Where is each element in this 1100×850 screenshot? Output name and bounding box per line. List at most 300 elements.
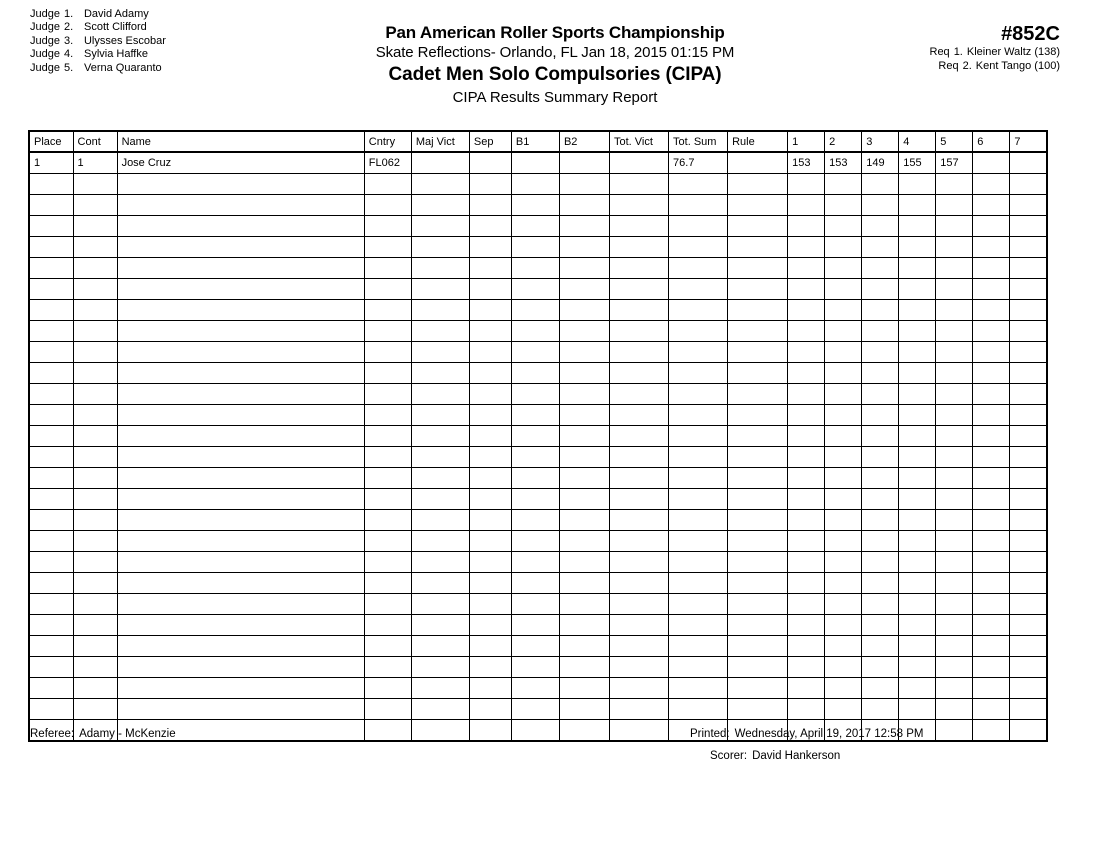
cell-cont: [73, 678, 117, 699]
cell-sep: [469, 510, 511, 531]
cell-judge-3-score: [862, 342, 899, 363]
cell-judge-1-score: 153: [788, 152, 825, 174]
cell-tot-sum: [669, 279, 728, 300]
venue-datetime-line: Skate Reflections- Orlando, FL Jan 18, 2015 01:15 PM: [375, 44, 735, 61]
cell-tot-sum: [669, 678, 728, 699]
cell-tot-sum: [669, 384, 728, 405]
cell-judge-6-score: [973, 699, 1010, 720]
cell-b1: [511, 426, 559, 447]
cell-b2: [559, 468, 609, 489]
cell-judge-7-score: [1010, 300, 1047, 321]
cell-maj-vict: [411, 720, 469, 742]
cell-judge-7-score: [1010, 720, 1047, 742]
cell-rule: [728, 615, 788, 636]
cell-place: [29, 405, 73, 426]
cell-b1: [511, 594, 559, 615]
judge-list-item: [30, 62, 166, 75]
cell-b2: [559, 258, 609, 279]
cell-judge-6-score: [973, 468, 1010, 489]
table-row: [29, 216, 1047, 237]
cell-place: [29, 699, 73, 720]
cell-judge-1-score: [788, 405, 825, 426]
cell-cntry: [364, 594, 411, 615]
cell-place: [29, 342, 73, 363]
cell-sep: [469, 447, 511, 468]
cell-cont: [73, 258, 117, 279]
cell-sep: [469, 468, 511, 489]
table-row: [29, 615, 1047, 636]
cell-name: [117, 342, 364, 363]
cell-judge-1-score: [788, 342, 825, 363]
cell-name: [117, 237, 364, 258]
cell-cntry: [364, 216, 411, 237]
scorer-label: Scorer:: [710, 750, 748, 762]
column-header-b1: B1: [511, 131, 559, 152]
cell-judge-1-score: [788, 426, 825, 447]
cell-judge-7-score: [1010, 237, 1047, 258]
cell-judge-3-score: [862, 405, 899, 426]
cell-sep: [469, 720, 511, 742]
referee-label: Referee:: [30, 728, 75, 740]
cell-rule: [728, 342, 788, 363]
cell-judge-4-score: [899, 468, 936, 489]
cell-rule: [728, 152, 788, 174]
table-row: [29, 321, 1047, 342]
cell-judge-4-score: [899, 342, 936, 363]
cell-rule: [728, 636, 788, 657]
cell-name: [117, 216, 364, 237]
cell-sep: [469, 489, 511, 510]
cell-judge-3-score: [862, 258, 899, 279]
cell-judge-2-score: [825, 678, 862, 699]
column-header-maj-vict: Maj Vict: [411, 131, 469, 152]
printed-label: Printed:: [690, 728, 730, 740]
cell-rule: [728, 258, 788, 279]
column-header-judge-4: 4: [899, 131, 936, 152]
cell-judge-2-score: [825, 573, 862, 594]
cell-sep: [469, 195, 511, 216]
cell-judge-5-score: [936, 216, 973, 237]
cell-cont: [73, 594, 117, 615]
table-row: [29, 573, 1047, 594]
cell-judge-2-score: [825, 636, 862, 657]
cell-b1: [511, 657, 559, 678]
cell-place: [29, 615, 73, 636]
cell-name: [117, 510, 364, 531]
cell-cntry: [364, 237, 411, 258]
cell-maj-vict: [411, 657, 469, 678]
cell-sep: [469, 174, 511, 195]
cell-judge-3-score: [862, 678, 899, 699]
cell-judge-4-score: [899, 426, 936, 447]
cell-judge-3-score: [862, 657, 899, 678]
cell-judge-1-score: [788, 237, 825, 258]
judge-number: 4.: [63, 48, 74, 61]
cell-place: [29, 237, 73, 258]
judge-number: 5.: [63, 61, 74, 74]
judge-list-item: [30, 8, 166, 21]
cell-maj-vict: [411, 321, 469, 342]
cell-rule: [728, 552, 788, 573]
requirement-label: Req: [929, 46, 950, 58]
cell-b1: [511, 510, 559, 531]
cell-judge-1-score: [788, 594, 825, 615]
cell-judge-4-score: [899, 657, 936, 678]
cell-judge-4-score: [899, 510, 936, 531]
column-header-judge-6: 6: [973, 131, 1010, 152]
cell-judge-7-score: [1010, 258, 1047, 279]
cell-name: [117, 426, 364, 447]
cell-name: [117, 678, 364, 699]
cell-b2: [559, 678, 609, 699]
cell-judge-3-score: [862, 216, 899, 237]
cell-b1: [511, 699, 559, 720]
cell-name: [117, 594, 364, 615]
column-header-sep: Sep: [469, 131, 511, 152]
cell-b2: [559, 152, 609, 174]
cell-rule: [728, 279, 788, 300]
cell-judge-6-score: [973, 279, 1010, 300]
cell-maj-vict: [411, 363, 469, 384]
cell-b2: [559, 531, 609, 552]
cell-cont: [73, 405, 117, 426]
cell-tot-sum: [669, 594, 728, 615]
cell-rule: [728, 405, 788, 426]
cell-b2: [559, 237, 609, 258]
cell-maj-vict: [411, 279, 469, 300]
cell-judge-1-score: [788, 300, 825, 321]
cell-cont: 1: [73, 152, 117, 174]
cell-tot-sum: [669, 300, 728, 321]
cell-judge-6-score: [973, 321, 1010, 342]
cell-maj-vict: [411, 258, 469, 279]
cell-judge-1-score: [788, 615, 825, 636]
table-row: [29, 699, 1047, 720]
cell-cont: [73, 300, 117, 321]
cell-sep: [469, 699, 511, 720]
column-header-judge-5: 5: [936, 131, 973, 152]
cell-sep: [469, 342, 511, 363]
category-title: Cadet Men Solo Compulsories (CIPA): [388, 64, 722, 85]
cell-judge-3-score: [862, 552, 899, 573]
cell-judge-7-score: [1010, 384, 1047, 405]
cell-sep: [469, 384, 511, 405]
cell-judge-2-score: [825, 405, 862, 426]
cell-cntry: [364, 510, 411, 531]
cell-judge-3-score: [862, 363, 899, 384]
column-header-name: Name: [117, 131, 364, 152]
cell-tot-vict: [610, 363, 669, 384]
cell-rule: [728, 174, 788, 195]
cell-name: [117, 447, 364, 468]
table-row: [29, 237, 1047, 258]
cell-b1: [511, 615, 559, 636]
cell-judge-2-score: [825, 657, 862, 678]
cell-judge-1-score: [788, 258, 825, 279]
cell-name: Jose Cruz: [117, 152, 364, 174]
cell-name: [117, 531, 364, 552]
cell-b1: [511, 300, 559, 321]
cell-tot-sum: 76.7: [669, 152, 728, 174]
cell-judge-2-score: [825, 300, 862, 321]
cell-tot-sum: [669, 531, 728, 552]
cell-b2: [559, 636, 609, 657]
cell-sep: [469, 300, 511, 321]
event-title: Pan American Roller Sports Championship: [385, 23, 725, 42]
cell-judge-6-score: [973, 342, 1010, 363]
cell-cont: [73, 237, 117, 258]
cell-judge-6-score: [973, 573, 1010, 594]
cell-tot-sum: [669, 552, 728, 573]
cell-judge-5-score: [936, 636, 973, 657]
cell-judge-4-score: [899, 573, 936, 594]
cell-judge-3-score: [862, 384, 899, 405]
judge-list-item: [30, 48, 166, 61]
cell-name: [117, 384, 364, 405]
cell-judge-3-score: [862, 699, 899, 720]
cell-judge-2-score: [825, 699, 862, 720]
cell-tot-sum: [669, 363, 728, 384]
cell-cont: [73, 447, 117, 468]
cell-tot-sum: [669, 321, 728, 342]
cell-maj-vict: [411, 426, 469, 447]
cell-cntry: [364, 258, 411, 279]
cell-name: [117, 195, 364, 216]
cell-tot-vict: [610, 237, 669, 258]
requirement-name: Kleiner Waltz (138): [966, 46, 1060, 58]
cell-maj-vict: [411, 216, 469, 237]
cell-cont: [73, 489, 117, 510]
cell-judge-2-score: [825, 531, 862, 552]
column-header-tot-vict: Tot. Vict: [610, 131, 669, 152]
cell-judge-2-score: [825, 321, 862, 342]
cell-judge-3-score: [862, 510, 899, 531]
judge-label: Judge: [30, 21, 60, 34]
cell-b2: [559, 720, 609, 742]
cell-judge-2-score: [825, 552, 862, 573]
cell-rule: [728, 510, 788, 531]
cell-tot-sum: [669, 657, 728, 678]
table-row: [29, 447, 1047, 468]
cell-judge-3-score: [862, 531, 899, 552]
cell-judge-6-score: [973, 237, 1010, 258]
cell-name: [117, 363, 364, 384]
cell-b1: [511, 405, 559, 426]
cell-tot-vict: [610, 489, 669, 510]
cell-b2: [559, 300, 609, 321]
cell-tot-vict: [610, 468, 669, 489]
cell-cntry: [364, 636, 411, 657]
cell-tot-vict: [610, 447, 669, 468]
cell-judge-6-score: [973, 258, 1010, 279]
cell-sep: [469, 237, 511, 258]
table-row: [29, 405, 1047, 426]
cell-judge-3-score: [862, 594, 899, 615]
column-header-judge-2: 2: [825, 131, 862, 152]
cell-cntry: [364, 678, 411, 699]
cell-tot-sum: [669, 195, 728, 216]
table-row: [29, 300, 1047, 321]
cell-b2: [559, 216, 609, 237]
cell-maj-vict: [411, 552, 469, 573]
cell-judge-4-score: [899, 237, 936, 258]
cell-judge-7-score: [1010, 279, 1047, 300]
cell-tot-vict: [610, 426, 669, 447]
cell-cont: [73, 615, 117, 636]
cell-judge-2-score: [825, 384, 862, 405]
cell-cntry: [364, 573, 411, 594]
column-header-judge-7: 7: [1010, 131, 1047, 152]
cell-judge-3-score: 149: [862, 152, 899, 174]
cell-judge-4-score: [899, 615, 936, 636]
judge-list-item: [30, 21, 166, 34]
cell-judge-4-score: [899, 552, 936, 573]
cell-judge-4-score: [899, 384, 936, 405]
requirement-name: Kent Tango (100): [975, 59, 1060, 72]
cell-maj-vict: [411, 678, 469, 699]
cell-maj-vict: [411, 510, 469, 531]
cell-judge-7-score: [1010, 426, 1047, 447]
cell-name: [117, 699, 364, 720]
cell-place: [29, 531, 73, 552]
cell-judge-5-score: [936, 426, 973, 447]
results-table: [28, 130, 1048, 742]
cell-judge-5-score: [936, 321, 973, 342]
cell-judge-5-score: [936, 174, 973, 195]
table-row: [29, 363, 1047, 384]
event-number: #852C: [1001, 23, 1060, 45]
cell-tot-sum: [669, 174, 728, 195]
cell-judge-2-score: [825, 510, 862, 531]
cell-tot-sum: [669, 426, 728, 447]
cell-rule: [728, 447, 788, 468]
table-row: [29, 594, 1047, 615]
cell-judge-5-score: [936, 300, 973, 321]
column-header-place: Place: [29, 131, 73, 152]
cell-judge-7-score: [1010, 447, 1047, 468]
cell-judge-3-score: [862, 195, 899, 216]
cell-judge-6-score: [973, 216, 1010, 237]
cell-judge-6-score: [973, 510, 1010, 531]
cell-sep: [469, 657, 511, 678]
table-row: [29, 678, 1047, 699]
cell-maj-vict: [411, 237, 469, 258]
report-subtitle: CIPA Results Summary Report: [452, 89, 658, 106]
cell-judge-2-score: [825, 447, 862, 468]
cell-judge-3-score: [862, 174, 899, 195]
cell-tot-vict: [610, 152, 669, 174]
cell-tot-vict: [610, 279, 669, 300]
table-row: [29, 489, 1047, 510]
cell-b1: [511, 363, 559, 384]
printed-timestamp: Wednesday, April 19, 2017 12:58 PM: [734, 728, 924, 740]
cell-tot-vict: [610, 720, 669, 742]
cell-rule: [728, 531, 788, 552]
cell-tot-vict: [610, 216, 669, 237]
cell-cntry: FL062: [364, 152, 411, 174]
judge-number: 3.: [63, 34, 74, 47]
cell-judge-7-score: [1010, 594, 1047, 615]
cell-judge-5-score: [936, 468, 973, 489]
cell-judge-4-score: [899, 174, 936, 195]
cell-place: [29, 489, 73, 510]
cell-judge-6-score: [973, 363, 1010, 384]
cell-tot-vict: [610, 384, 669, 405]
cell-judge-2-score: [825, 174, 862, 195]
cell-cont: [73, 636, 117, 657]
cell-b2: [559, 510, 609, 531]
cell-b2: [559, 321, 609, 342]
cell-judge-7-score: [1010, 468, 1047, 489]
cell-judge-5-score: [936, 258, 973, 279]
cell-maj-vict: [411, 447, 469, 468]
cell-cntry: [364, 363, 411, 384]
cell-name: [117, 489, 364, 510]
cell-judge-5-score: [936, 657, 973, 678]
table-row: [29, 657, 1047, 678]
cell-name: [117, 300, 364, 321]
requirement-item: [930, 60, 1061, 74]
event-number-panel: [930, 22, 1061, 73]
cell-judge-4-score: [899, 279, 936, 300]
cell-b2: [559, 363, 609, 384]
cell-judge-3-score: [862, 468, 899, 489]
cell-b2: [559, 426, 609, 447]
column-header-b2: B2: [559, 131, 609, 152]
cell-cont: [73, 342, 117, 363]
cell-judge-2-score: [825, 216, 862, 237]
cell-judge-5-score: [936, 489, 973, 510]
cell-cont: [73, 363, 117, 384]
cell-cont: [73, 531, 117, 552]
cell-judge-6-score: [973, 195, 1010, 216]
cell-cont: [73, 426, 117, 447]
cell-rule: [728, 573, 788, 594]
cell-judge-7-score: [1010, 699, 1047, 720]
cell-tot-sum: [669, 468, 728, 489]
cell-b1: [511, 342, 559, 363]
cell-judge-7-score: [1010, 216, 1047, 237]
cell-b2: [559, 573, 609, 594]
column-header-rule: Rule: [728, 131, 788, 152]
cell-name: [117, 258, 364, 279]
cell-cntry: [364, 405, 411, 426]
cell-judge-5-score: [936, 405, 973, 426]
cell-maj-vict: [411, 300, 469, 321]
cell-place: [29, 573, 73, 594]
cell-judge-5-score: [936, 363, 973, 384]
cell-judge-1-score: [788, 699, 825, 720]
cell-judge-6-score: [973, 447, 1010, 468]
cell-judge-4-score: [899, 195, 936, 216]
cell-maj-vict: [411, 468, 469, 489]
cell-judge-1-score: [788, 195, 825, 216]
scorer-line: [710, 750, 840, 762]
cell-judge-1-score: [788, 363, 825, 384]
cell-judge-1-score: [788, 489, 825, 510]
cell-place: [29, 426, 73, 447]
cell-cntry: [364, 615, 411, 636]
cell-b1: [511, 321, 559, 342]
judge-number: 1.: [63, 8, 74, 20]
table-row: [29, 636, 1047, 657]
cell-tot-sum: [669, 405, 728, 426]
column-header-judge-1: 1: [788, 131, 825, 152]
cell-tot-vict: [610, 552, 669, 573]
cell-judge-7-score: [1010, 678, 1047, 699]
cell-judge-7-score: [1010, 174, 1047, 195]
cell-tot-vict: [610, 636, 669, 657]
